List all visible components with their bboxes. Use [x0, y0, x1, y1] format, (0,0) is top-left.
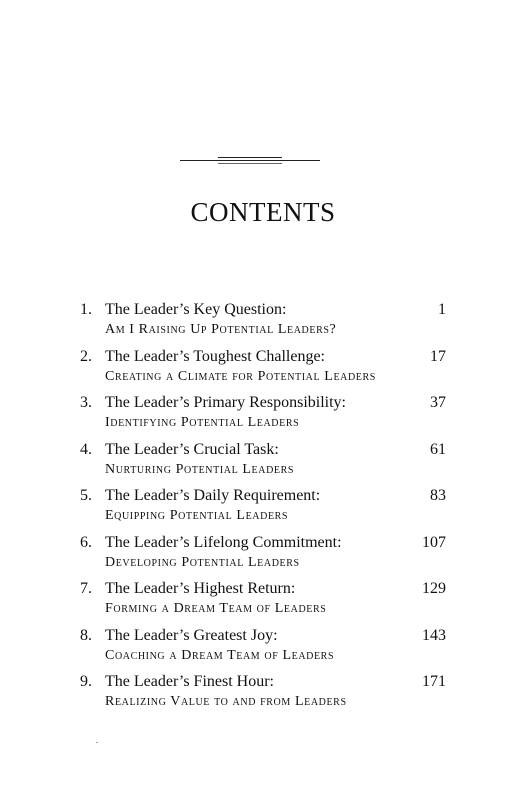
toc-entry-3[interactable]	[80, 393, 446, 440]
chapter-subtitle: Equipping Potential Leaders	[105, 508, 289, 523]
chapter-number: 4.	[80, 440, 92, 458]
chapter-title: The Leader’s Toughest Challenge:	[105, 347, 325, 365]
toc-entry-heading	[80, 347, 325, 367]
toc-entry-heading	[80, 533, 342, 553]
page-number: 17	[430, 347, 446, 365]
table-of-contents	[80, 300, 446, 719]
toc-entry-8[interactable]	[80, 626, 446, 673]
toc-entry-heading	[80, 300, 286, 320]
toc-entry-heading	[80, 672, 274, 692]
toc-entry-heading	[80, 579, 295, 599]
toc-entry-heading	[80, 626, 278, 646]
chapter-number: 7.	[80, 580, 92, 597]
chapter-subtitle: Realizing Value to and from Leaders	[105, 694, 347, 709]
chapter-number: 6.	[80, 533, 92, 551]
chapter-subtitle: Am I Raising Up Potential Leaders?	[105, 322, 337, 337]
page-number: 1	[438, 301, 446, 318]
chapter-title: The Leader’s Highest Return:	[105, 580, 296, 597]
toc-entry-heading	[80, 393, 346, 413]
chapter-number: 1.	[80, 301, 92, 318]
chapter-title: The Leader’s Primary Responsibility:	[105, 394, 346, 411]
page-number: 37	[430, 394, 446, 411]
ornament-rule-bottom	[218, 163, 282, 164]
chapter-title: The Leader’s Greatest Joy:	[105, 626, 278, 644]
toc-entry-4[interactable]	[80, 440, 446, 487]
page-number: 143	[422, 626, 446, 644]
chapter-subtitle: Coaching a Dream Team of Leaders	[105, 647, 335, 663]
toc-entry-heading	[80, 486, 320, 506]
toc-entry-9[interactable]	[80, 672, 446, 719]
page-speck	[96, 742, 98, 743]
chapter-number: 3.	[80, 394, 92, 411]
toc-entry-7[interactable]	[80, 579, 446, 626]
toc-entry-1[interactable]	[80, 300, 446, 347]
chapter-title: The Leader’s Crucial Task:	[105, 440, 279, 458]
chapter-number: 8.	[80, 626, 92, 644]
toc-entry-6[interactable]	[80, 533, 446, 580]
chapter-subtitle: Forming a Dream Team of Leaders	[105, 601, 327, 616]
chapter-subtitle: Creating a Climate for Potential Leaders	[105, 368, 376, 384]
page-number: 83	[430, 487, 446, 504]
chapter-title: The Leader’s Daily Requirement:	[105, 487, 321, 504]
ornament-rule-top	[218, 157, 282, 158]
ornament-rule-main	[180, 160, 320, 161]
chapter-subtitle: Identifying Potential Leaders	[105, 415, 300, 430]
toc-entry-2[interactable]	[80, 347, 446, 394]
chapter-subtitle: Nurturing Potential Leaders	[105, 461, 295, 477]
toc-entry-heading	[80, 440, 279, 460]
page-number: 61	[430, 440, 446, 458]
page-title: CONTENTS	[190, 197, 336, 227]
chapter-number: 5.	[80, 487, 92, 504]
chapter-subtitle: Developing Potential Leaders	[105, 554, 300, 570]
chapter-number: 2.	[80, 347, 92, 365]
page-number: 129	[422, 580, 446, 597]
toc-entry-5[interactable]	[80, 486, 446, 533]
chapter-title: The Leader’s Finest Hour:	[105, 673, 274, 690]
chapter-title: The Leader’s Key Question:	[105, 301, 287, 318]
page-number: 107	[422, 533, 446, 551]
page-number: 171	[422, 673, 446, 690]
chapter-title: The Leader’s Lifelong Commitment:	[105, 533, 342, 551]
chapter-number: 9.	[80, 673, 92, 690]
